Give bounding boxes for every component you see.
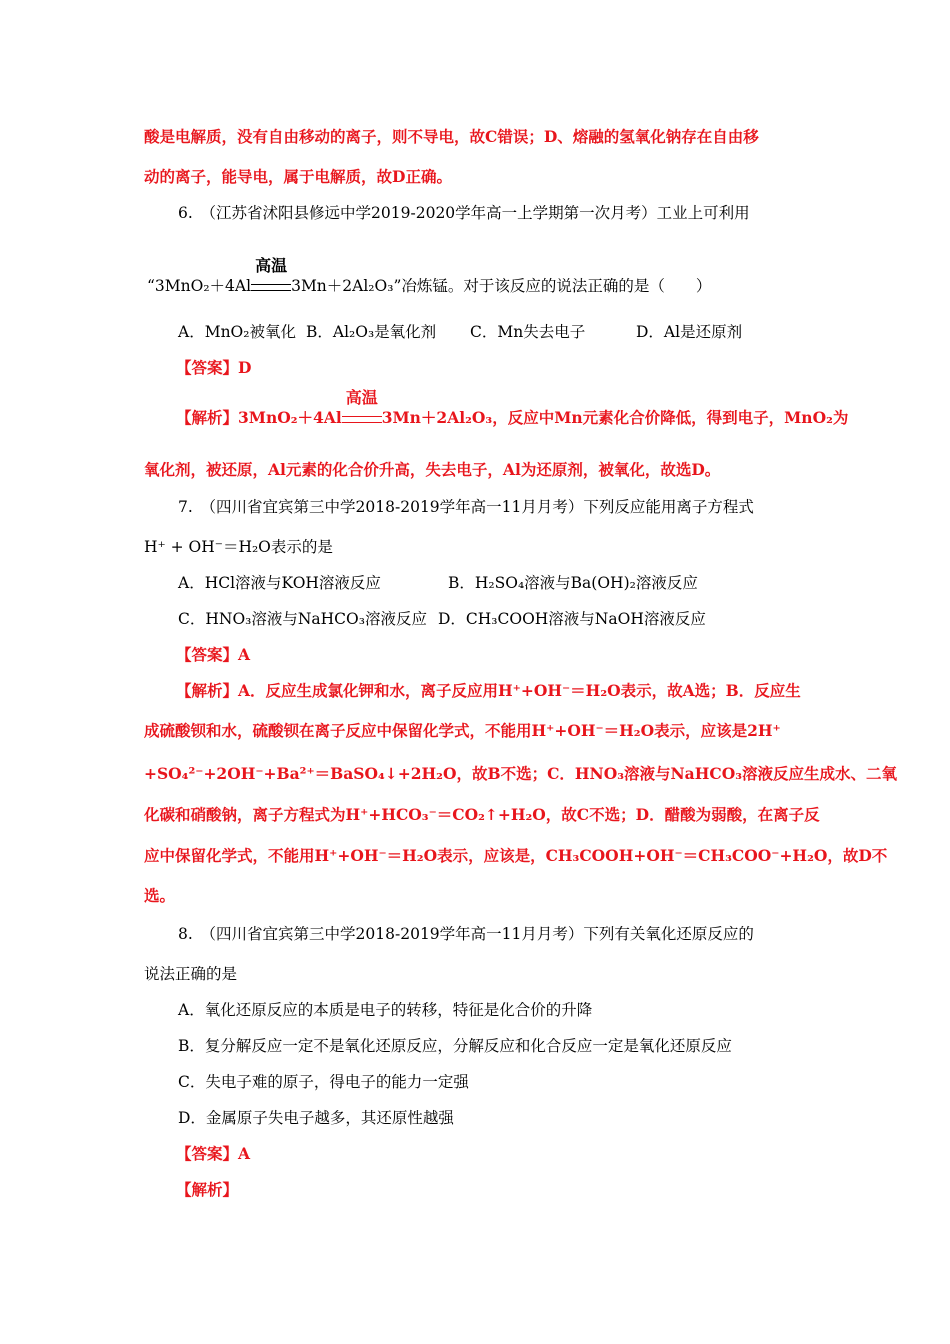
question-7-explanation-line-6: 选。	[144, 886, 176, 905]
question-7-stem-2: H⁺ + OH⁻＝H₂O表示的是	[144, 538, 333, 556]
question-7-options-row-2	[178, 609, 706, 629]
equation-reactants: 3MnO₂＋4Al	[238, 408, 342, 427]
option-a: A．MnO₂被氧化	[178, 323, 296, 341]
question-7-stem: 7. （四川省宜宾第三中学2018-2019学年高一11月月考）下列反应能用离子方程式	[178, 498, 754, 516]
question-7-explanation-line-1: 【解析】A．反应生成氯化钾和水，离子反应用H⁺+OH⁻＝H₂O表示，故A选；B．反应生	[176, 681, 801, 700]
question-8-option-c: C．失电子难的原子，得电子的能力一定强	[178, 1073, 469, 1091]
question-7-explanation-line-5: 应中保留化学式，不能用H⁺+OH⁻＝H₂O表示，应该是，CH₃COOH+OH⁻＝CH₃COO⁻+H₂O，故D不	[144, 846, 888, 865]
question-6-options	[178, 322, 742, 342]
question-6-stem-end: ”冶炼锰。对于该反应的说法正确的是（ ）	[393, 277, 712, 295]
question-8-answer: 【答案】A	[176, 1144, 251, 1163]
question-7-explanation-line-4: 化碳和硝酸钠，离子方程式为H⁺+HCO₃⁻＝CO₂↑+H₂O，故C不选；D．醋酸为弱酸，在离子反	[144, 805, 820, 824]
reaction-condition-arrow	[251, 256, 291, 296]
question-6-answer: 【答案】D	[176, 358, 252, 377]
question-7-options-row-1	[178, 573, 698, 593]
question-6-equation-line	[147, 256, 712, 296]
option-b: B．Al₂O₃是氧化剂	[306, 323, 437, 341]
reaction-condition-arrow	[342, 388, 382, 428]
reaction-condition-label: 高温	[345, 388, 378, 407]
question-8-stem-2: 说法正确的是	[144, 965, 238, 983]
question-6-explanation-line-2: 氧化剂，被还原，Al元素的化合价升高，失去电子，Al为还原剂，被氧化，故选D。	[144, 460, 721, 479]
double-bar-icon	[342, 416, 382, 423]
option-a: A．HCl溶液与KOH溶液反应	[178, 574, 381, 592]
option-d: D．Al是还原剂	[636, 323, 743, 341]
question-7-explanation-line-3: +SO₄²⁻+2OH⁻+Ba²⁺＝BaSO₄↓+2H₂O，故B不选；C．HNO₃溶液与NaHCO₃溶液反应生成水、二氧	[144, 764, 897, 783]
question-8-option-d: D．金属原子失电子越多，其还原性越强	[178, 1109, 454, 1127]
question-8-explanation-label: 【解析】	[176, 1180, 239, 1199]
equation-products: 3Mn＋2Al₂O₃	[291, 277, 394, 295]
question-6-explanation-line-1	[176, 388, 849, 428]
explanation-continued-line-1: 酸是电解质，没有自由移动的离子，则不导电，故C错误；D、熔融的氢氧化钠存在自由移	[144, 127, 759, 146]
double-bar-icon	[251, 284, 291, 291]
question-7-answer: 【答案】A	[176, 645, 251, 664]
option-b: B．H₂SO₄溶液与Ba(OH)₂溶液反应	[448, 574, 698, 592]
explanation-label: 【解析】	[176, 408, 239, 427]
question-8-option-a: A．氧化还原反应的本质是电子的转移，特征是化合价的升降	[178, 1001, 593, 1019]
question-7-explanation-line-2: 成硫酸钡和水，硫酸钡在离子反应中保留化学式，不能用H⁺+OH⁻＝H₂O表示，应该是2H⁺	[144, 721, 781, 740]
option-d: D．CH₃COOH溶液与NaOH溶液反应	[438, 610, 706, 628]
question-8-option-b: B．复分解反应一定不是氧化还原反应，分解反应和化合反应一定是氧化还原反应	[178, 1037, 732, 1055]
reaction-condition-label: 高温	[255, 256, 288, 275]
explanation-continued-line-2: 动的离子，能导电，属于电解质，故D正确。	[144, 167, 452, 186]
explanation-text: ，反应中Mn元素化合价降低，得到电子，MnO₂为	[492, 408, 849, 427]
question-8-stem: 8. （四川省宜宾第三中学2018-2019学年高一11月月考）下列有关氧化还原反应的	[178, 925, 754, 943]
question-6-stem: 6. （江苏省沭阳县修远中学2019-2020学年高一上学期第一次月考）工业上可利用	[178, 204, 750, 222]
equation-reactants: “3MnO₂＋4Al	[147, 277, 252, 295]
option-c: C．HNO₃溶液与NaHCO₃溶液反应	[178, 610, 427, 628]
equation-products: 3Mn＋2Al₂O₃	[381, 408, 493, 427]
option-c: C．Mn失去电子	[470, 323, 586, 341]
